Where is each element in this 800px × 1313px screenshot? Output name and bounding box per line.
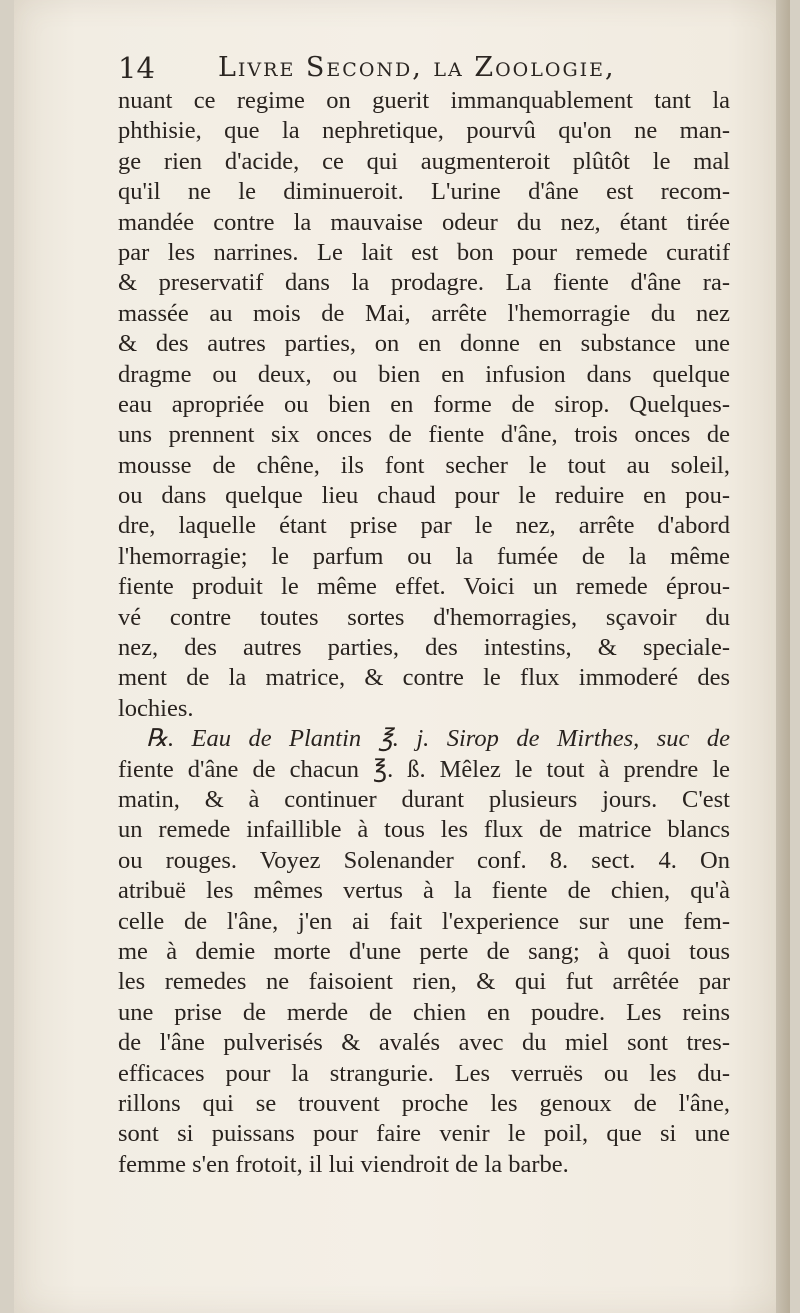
text-line: dragme ou deux, ou bien en infusion dans quelque xyxy=(118,360,730,388)
text-line: nuant ce regime on guerit immanquablement tant la xyxy=(118,87,730,114)
text-line: ge rien d'acide, ce qui augmenteroit plûtôt le mal xyxy=(118,147,730,175)
text-line: dre, laquelle étant prise par le nez, arrête d'abord xyxy=(118,512,730,540)
text-line: par les narrines. Le lait est bon pour remede curatif xyxy=(118,238,730,266)
text-line: & des autres parties, on en donne en substance une xyxy=(118,330,730,358)
text-line: ou dans quelque lieu chaud pour le reduire en pou- xyxy=(118,482,730,510)
text-line: & preservatif dans la prodagre. La fiente d'âne ra- xyxy=(118,269,730,297)
text-line: phthisie, que la nephretique, pourvû qu'on ne man- xyxy=(118,117,730,145)
text-line: l'hemorragie; le parfum ou la fumée de la même xyxy=(118,542,730,570)
text-line: fiente produit le même effet. Voici un remede éprou- xyxy=(118,573,730,601)
recipe-line: celle de l'âne, j'en ai fait l'experience sur une fem- xyxy=(118,907,730,935)
text-line: mousse de chêne, ils font secher le tout au soleil, xyxy=(118,451,730,479)
recipe-line: me à demie morte d'une perte de sang; à quoi tous xyxy=(118,937,730,965)
text-line: vé contre toutes sortes d'hemorragies, sçavoir du xyxy=(118,603,730,631)
text-line: qu'il ne le diminueroit. L'urine d'âne est recom- xyxy=(118,178,730,206)
page-number: 14 xyxy=(118,51,155,85)
recipe-line: fiente d'âne de chacun ℥. ß. Mêlez le tout à prendre le xyxy=(118,755,730,783)
text-line: uns prennent six onces de fiente d'âne, trois onces de xyxy=(118,421,730,449)
text-line: massée au mois de Mai, arrête l'hemorragie du nez xyxy=(118,299,730,327)
recipe-line: atribuë les mêmes vertus à la fiente de chien, qu'à xyxy=(118,877,730,905)
recipe-line: un remede infaillible à tous les flux de matrice blancs xyxy=(118,816,730,844)
page-edge-shadow xyxy=(776,0,790,1313)
recipe-line: efficaces pour la strangurie. Les verruës ou les du- xyxy=(118,1059,730,1087)
recipe-line: femme s'en frotoit, il lui viendroit de la barbe. xyxy=(118,1150,569,1178)
text-line: mandée contre la mauvaise odeur du nez, étant tirée xyxy=(118,208,730,236)
running-head: Livre Second, la Zoologie, xyxy=(218,52,616,83)
recipe-line: ou rouges. Voyez Solenander conf. 8. sect. 4. On xyxy=(118,846,730,874)
recipe-line: de l'âne pulverisés & avalés avec du miel sont tres- xyxy=(118,1029,730,1057)
recipe-line: ℞. Eau de Plantin ℥. j. Sirop de Mirthes, suc de xyxy=(146,725,730,753)
main-text xyxy=(118,86,730,1180)
text-line: ment de la matrice, & contre le flux immoderé des xyxy=(118,664,730,692)
text-line: lochies. xyxy=(118,694,194,722)
recipe-line: matin, & à continuer durant plusieurs jours. C'est xyxy=(118,785,730,813)
text-line: eau apropriée ou bien en forme de sirop. Quelques- xyxy=(118,390,730,418)
recipe-line: une prise de merde de chien en poudre. Les reins xyxy=(118,998,730,1026)
recipe-line: les remedes ne faisoient rien, & qui fut arrêtée par xyxy=(118,968,730,996)
text-line: nez, des autres parties, des intestins, & speciale- xyxy=(118,634,730,662)
recipe-line: rillons qui se trouvent proche les genoux de l'âne, xyxy=(118,1089,730,1117)
recipe-line: sont si puissans pour faire venir le poil, que si une xyxy=(118,1120,730,1148)
